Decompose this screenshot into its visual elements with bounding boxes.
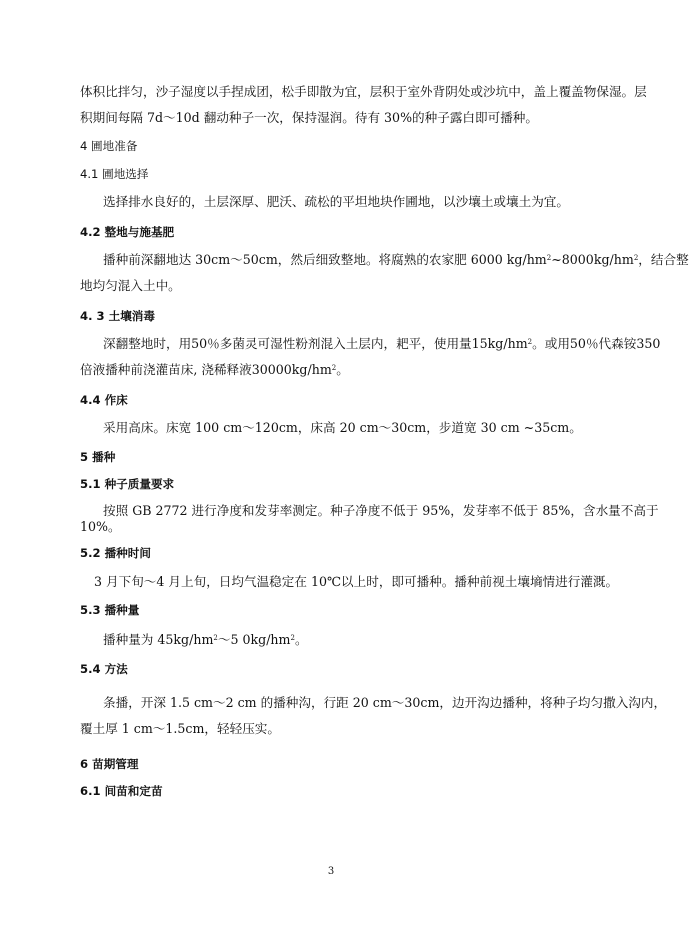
section-heading: 4 圃地准备 (80, 139, 138, 153)
subsection-heading: 5.4 方法 (80, 662, 128, 676)
body-line: 播种量为 $45kg/hm^2\sim 5$ $0kg/hm^2$。 (103, 632, 308, 647)
subsection-heading: 5.2 播种时间 (80, 546, 151, 560)
section-heading: 6 苗期管理 (80, 757, 139, 771)
subsection-heading: 6.1 间苗和定苗 (80, 784, 163, 798)
body-line: 积期间每隔 7d～10d 翻动种子一次，保持湿润。待有 30%的种子露白即可播种。 (80, 110, 538, 125)
subsection-heading: 4.4 作床 (80, 393, 128, 407)
body-line: 10%。 (80, 519, 121, 534)
subsection-heading: 5.1 种子质量要求 (80, 477, 175, 491)
body-line: 体积比拌匀，沙子湿度以手捏成团，松手即散为宜，层积于室外背阴处或沙坑中，盖上覆盖物保湿。层 (80, 84, 647, 99)
body-line: 采用高床。床宽 100 cm～120cm，床高 20 cm～30cm，步道宽 30 cm ~35cm。 (103, 420, 582, 435)
body-line: 条播，开深 1.5 cm～2 cm 的播种沟，行距 20 cm～30cm，边开沟边播种，将种子均匀撒入沟内， (103, 695, 667, 710)
subsection-heading: 4.2 整地与施基肥 (80, 225, 175, 239)
subsection-heading: 4.1 圃地选择 (80, 167, 149, 181)
body-line: 覆土厚 1 cm～1.5cm，轻轻压实。 (80, 721, 280, 736)
body-line: 播种前深翻地达 30cm～50cm，然后细致整地。将腐熟的农家肥 6000 $kg/hm^2\sim 8000kg/hm^2$，结合整 (103, 252, 689, 267)
body-line: 按照 GB 2772 进行净度和发芽率测定。种子净度不低于 95%，发芽率不低于 85%，含水量不高于 (103, 503, 659, 518)
body-line: 地均匀混入土中。 (80, 278, 181, 293)
body-line: 3 月下旬～4 月上旬，日均气温稳定在 10℃以上时，即可播种。播种前视土壤墒情进行灌溉。 (94, 574, 619, 589)
body-line: 倍液播种前浇灌苗床, 浇稀释液$30000kg/hm^2$。 (80, 362, 349, 377)
body-line: 深翻整地时，用50％多菌灵可湿性粉剂混入土层内，耙平，使用量$15kg/hm^2$。或用50％代森铵350 (103, 336, 661, 351)
subsection-heading: 5.3 播种量 (80, 603, 140, 617)
section-heading: 5 播种 (80, 450, 116, 464)
body-line: 选择排水良好的，土层深厚、肥沃、疏松的平坦地块作圃地，以沙壤土或壤土为宜。 (103, 194, 569, 209)
page-number: 3 (327, 866, 335, 877)
subsection-heading: 4. 3 土壤消毒 (80, 309, 155, 323)
